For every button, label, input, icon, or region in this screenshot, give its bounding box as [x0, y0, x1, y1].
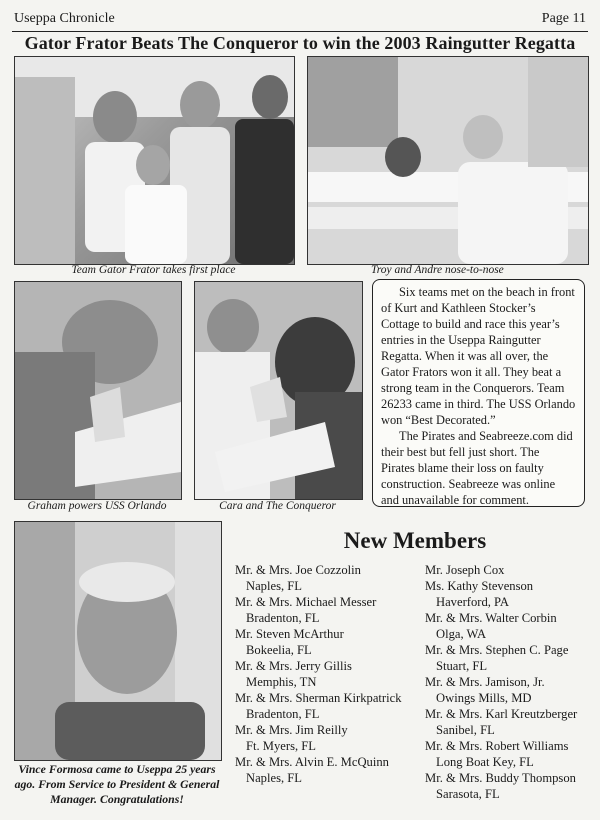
member-name: Mr. & Mrs. Stephen C. Page — [425, 643, 569, 657]
member-name: Mr. & Mrs. Buddy Thompson — [425, 771, 576, 785]
member-location: Stuart, FL — [436, 659, 488, 673]
member-location: Bokeelia, FL — [246, 643, 312, 657]
member-entry — [235, 594, 420, 626]
member-entry — [235, 562, 420, 594]
photo-troy-andre — [307, 56, 589, 265]
photo-graham — [14, 281, 182, 500]
member-location: Ft. Myers, FL — [246, 739, 316, 753]
caption-cara: Cara and The Conqueror — [219, 500, 336, 512]
caption-vince-formosa: Vince Formosa came to Useppa 25 years ago. From Service to President & General Manager. Congratulations! — [14, 762, 220, 806]
photo-team-gator-frator — [14, 56, 295, 265]
member-entry — [425, 738, 590, 770]
member-name: Mr. & Mrs. Joe Cozzolin — [235, 563, 361, 577]
member-entry — [425, 642, 590, 674]
member-location: Owings Mills, MD — [436, 691, 532, 705]
member-name: Mr. & Mrs. Karl Kreutzberger — [425, 707, 578, 721]
member-entry — [425, 770, 590, 802]
regatta-story — [372, 279, 585, 507]
member-location: Bradenton, FL — [246, 611, 320, 625]
member-name: Mr. & Mrs. Robert Williams — [425, 739, 569, 753]
member-name: Mr. & Mrs. Alvin E. McQuinn — [235, 755, 389, 769]
member-entry — [235, 722, 420, 754]
photo-cara — [194, 281, 363, 500]
member-name: Mr. & Mrs. Walter Corbin — [425, 611, 557, 625]
member-entry — [425, 610, 590, 642]
member-location: Long Boat Key, FL — [436, 755, 534, 769]
header-rule — [12, 31, 588, 32]
new-members-title: New Members — [343, 528, 487, 553]
new-members-left-column — [235, 562, 420, 786]
member-entry — [425, 674, 590, 706]
member-location: Sarasota, FL — [436, 787, 500, 801]
member-name: Mr. & Mrs. Sherman Kirkpatrick — [235, 691, 402, 705]
member-entry — [235, 690, 420, 722]
member-location: Olga, WA — [436, 627, 487, 641]
member-location: Naples, FL — [246, 579, 302, 593]
member-entry — [425, 706, 590, 738]
member-entry — [235, 754, 420, 786]
story-paragraph: Six teams met on the beach in front of Kurt and Kathleen Stocker’s Cottage to build and race this year’s entries in the Useppa Raingutter Regatta. When it was all over, the Gator Frators won it all. They beat a strong team in the Conquerors. Team 26233 came in third. The USS Orlando won “Best Decorated.” — [381, 285, 576, 427]
member-location: Bradenton, FL — [246, 707, 320, 721]
new-members-right-column — [425, 562, 590, 802]
member-entry — [235, 658, 420, 690]
member-name: Mr. & Mrs. Jim Reilly — [235, 723, 348, 737]
member-entry — [425, 562, 590, 578]
member-entry — [235, 626, 420, 658]
member-location: Sanibel, FL — [436, 723, 495, 737]
member-name: Mr. Joseph Cox — [425, 563, 505, 577]
member-name: Mr. & Mrs. Michael Messer — [235, 595, 377, 609]
caption-graham: Graham powers USS Orlando — [27, 500, 167, 512]
publication-name: Useppa Chronicle — [14, 11, 115, 26]
page-number: Page 11 — [541, 11, 586, 26]
member-location: Memphis, TN — [246, 675, 317, 689]
member-name: Mr. & Mrs. Jerry Gillis — [235, 659, 352, 673]
member-name: Ms. Kathy Stevenson — [425, 579, 534, 593]
photo-vince-formosa — [14, 521, 222, 761]
member-name: Mr. Steven McArthur — [235, 627, 344, 641]
headline: Gator Frator Beats The Conqueror to win the 2003 Raingutter Regatta — [24, 33, 576, 53]
member-location: Naples, FL — [246, 771, 302, 785]
member-name: Mr. & Mrs. Jamison, Jr. — [425, 675, 545, 689]
member-entry — [425, 578, 590, 610]
caption-troy-andre: Troy and Andre nose-to-nose — [371, 264, 504, 276]
member-location: Haverford, PA — [436, 595, 509, 609]
story-paragraph: The Pirates and Seabreeze.com did their best but fell just short. The Pirates blame their loss on faulty construction. Seabreeze was online and unavailable for comment. — [381, 429, 573, 507]
caption-team-gator-frator: Team Gator Frator takes first place — [71, 264, 236, 276]
